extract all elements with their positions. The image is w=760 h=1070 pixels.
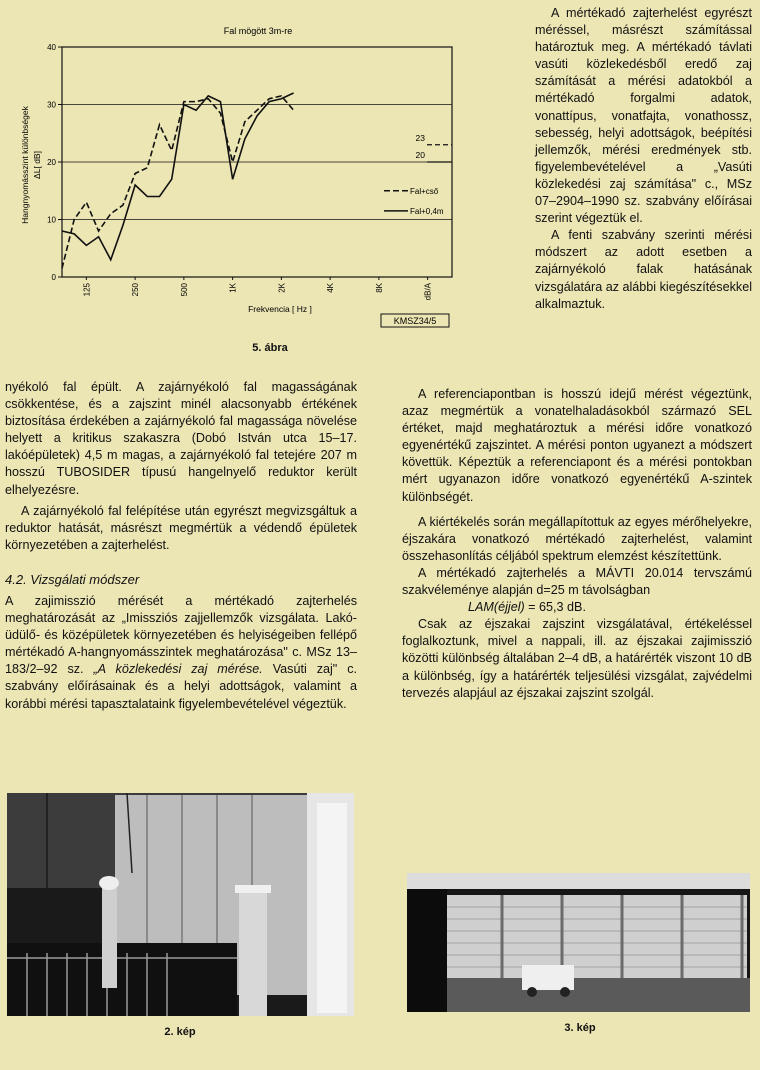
x-tick-label: 2K	[277, 283, 287, 293]
reference-label-2: 20	[415, 150, 425, 160]
left-p3-part1: A zajimisszió mérését a mértékadó zajterhelés meghatározását az „Imissziós zajjellemzők vizsgálata. Lakó- üdülő- és középületek környezetében és helyiségeiben fellépő mértékadó A-hangnyomásszintek meghatározása" c. MSz 13–183/2–92 sz.	[5, 593, 357, 677]
right-paragraph-4: Csak az éjszakai zajszint vizsgálatával, értékeléssel foglalkoztunk, mivel a nappali, ill. az éjszakai zajimisszió közötti különbség általában 2–4 dB, a határérték viszont 10 dB a különbség, így a határérték teljesülési vizsgálat, zajvédelmi tervezés alapjául az éjszakai zajszint szolgál.	[402, 617, 752, 700]
y-tick-label: 40	[47, 43, 56, 52]
chart-title: Fal mögött 3m-re	[223, 26, 293, 36]
chart-ylabel-1: Hangnyomásszint különbségek	[20, 106, 30, 224]
x-tick-label: 250	[131, 283, 141, 297]
right-paragraph-3: A mértékadó zajterhelés a MÁVTI 20.014 tervszámú szakvéleménye alapján d=25 m távolságban	[402, 565, 752, 598]
x-tick-label: 125	[82, 283, 92, 297]
series-line-2	[62, 93, 294, 260]
x-tick-label: 500	[179, 283, 189, 297]
photo-3	[407, 873, 750, 1012]
x-tick-label: dB/A	[423, 283, 433, 301]
series-line-1	[62, 96, 294, 269]
left-p3-italic: „A közlekedési zaj mérése.	[93, 662, 263, 677]
photo-2	[7, 793, 354, 1016]
left-column	[5, 379, 357, 713]
x-tick-label: 1K	[228, 283, 238, 293]
formula-value: = 65,3 dB.	[524, 600, 586, 615]
right-column-bottom	[402, 386, 752, 702]
legend-label-1: Fal+cső	[410, 186, 439, 196]
photo-3-caption: 3. kép	[564, 1022, 596, 1034]
formula-symbol: LAM(éjjel)	[468, 600, 525, 615]
y-tick-label: 20	[47, 158, 56, 167]
x-tick-label: 4K	[326, 283, 336, 293]
right-column-top	[535, 5, 752, 313]
chart-stamp: KMSZ34/5	[393, 316, 437, 326]
left-p3-part2: Vasúti zaj" c. szabvány előírásainak és a helyi adottságok, valamint a korábbi mérési tapasztalataink figyelembevételével végeztük.	[5, 662, 357, 711]
photo-2-caption: 2. kép	[164, 1026, 196, 1038]
y-tick-label: 0	[51, 273, 56, 282]
left-paragraph-1: nyékoló fal épült. A zajárnyékoló fal magasságának csökkentése, és a zajszint minél alacsonyabb értékének biztosítása érdekében a zajárnyékoló fal magassága növelése helyett a kritikus szakaszra (Dobó István utca 15–17. lakóépületek) 4,5 m magas, a zajárnyékoló fal tetejére 207 m hosszú TUBOSIDER típusú hangelnyelő reduktor került elhelyezésre.	[5, 380, 357, 497]
figure-5-chart	[0, 0, 470, 340]
x-tick-label: 8K	[374, 283, 384, 293]
figure-5-caption: 5. ábra	[252, 342, 288, 354]
reference-label-1: 23	[415, 132, 425, 143]
chart-xlabel: Frekvencia [ Hz ]	[248, 304, 312, 314]
right-top-paragraph-1: A mértékadó zajterhelést egyrészt méréssel, másrészt számítással határoztuk meg. A mértékadó távlati vasúti közlekedésből eredő zaj számítását a mérési adatokból a mértékadó forgalmi adatok, vonattípus, vonatfajta, vonathossz, sebesség, helyi adottságok, beépítési jellemzők, mérési eredmények stb. figyelembevételével a „Vasúti közlekedési zaj számítása" c., MSz 07–2904–1990 sz. szabvány előírásai szerint végeztük el.	[535, 6, 752, 226]
formula-line	[402, 599, 752, 616]
y-tick-label: 10	[47, 215, 56, 225]
legend-label-2: Fal+0,4m	[410, 206, 444, 216]
chart-ylabel-2: ΔL[ dB]	[32, 151, 42, 179]
right-paragraph-2: A kiértékelés során megállapítottuk az egyes mérőhelyekre, éjszakára vonatkozó mértékadó zajterhelést, valamint összehasonlítás céljából spektrum elemzést készítettünk.	[402, 514, 752, 563]
right-top-paragraph-2: A fenti szabvány szerinti mérési módszert az adott esetben a zajárnyékoló falak hatásának vizsgálatára az alábbi kiegészítésekkel alkalmaztuk.	[535, 228, 753, 311]
section-heading-4-2: 4.2. Vizsgálati módszer	[5, 571, 140, 587]
y-tick-label: 30	[47, 100, 56, 110]
left-paragraph-2: A zajárnyékoló fal felépítése után egyrészt megvizsgáltuk a reduktor hatását, másrészt megmértük a védendő épületek környezetében a zajterhelést.	[5, 503, 357, 552]
right-paragraph-1: A referenciapontban is hosszú idejű mérést végeztünk, azaz megmértük a vonatelhaladásokból származó SEL értéket, majd meghatároztuk a mérési időre vonatkozó egyenértékű zajszintet. A mérési ponton ugyanezt a módszert követtük. Képeztük a referenciapont és a mérési pontokban mért ugyanazon időre vonatkozó egyenértékű A-szintek különbségét.	[402, 387, 752, 504]
left-paragraph-3	[5, 593, 357, 713]
